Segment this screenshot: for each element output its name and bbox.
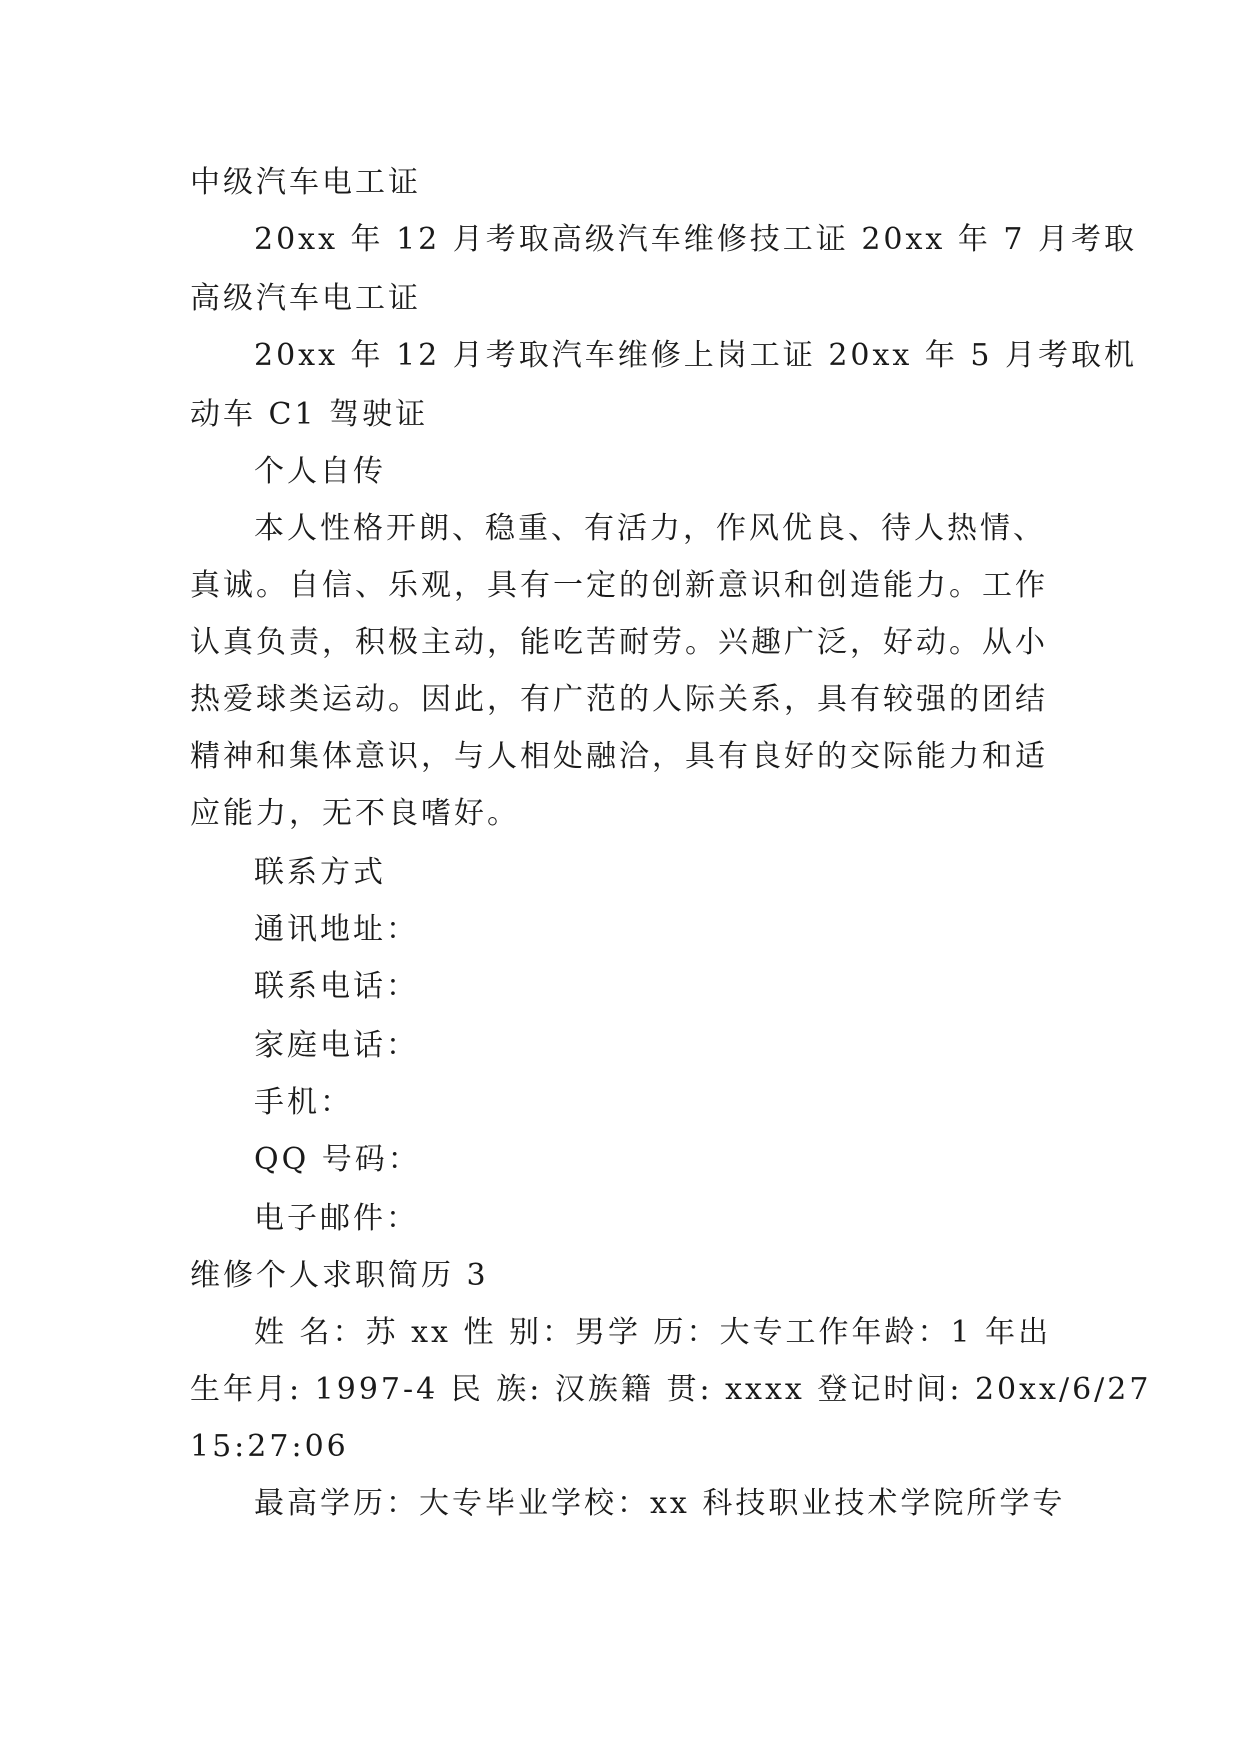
- section-heading: 个人自传: [254, 454, 386, 489]
- contact-field: 通讯地址：: [254, 912, 419, 947]
- text-line: 姓 名：苏 xx 性 别：男学 历：大专工作年龄：1 年出: [254, 1315, 1052, 1350]
- text-line: 应能力，无不良嗜好。: [190, 796, 520, 831]
- text-line: 中级汽车电工证: [190, 165, 421, 200]
- text-line: 最高学历：大专毕业学校：xx 科技职业技术学院所学专: [254, 1486, 1066, 1521]
- contact-field: 联系电话：: [254, 969, 419, 1004]
- text-line: 真诚。自信、乐观，具有一定的创新意识和创造能力。工作: [190, 568, 1048, 603]
- contact-field: QQ 号码：: [254, 1142, 421, 1177]
- text-line: 精神和集体意识，与人相处融洽，具有良好的交际能力和适: [190, 739, 1048, 774]
- contact-field: 家庭电话：: [254, 1028, 419, 1063]
- text-line: 高级汽车电工证: [190, 281, 421, 316]
- section-heading: 联系方式: [254, 855, 386, 890]
- text-line: 动车 C1 驾驶证: [190, 397, 429, 432]
- text-line: 20xx 年 12 月考取高级汽车维修技工证 20xx 年 7 月考取: [254, 222, 1138, 257]
- text-line: 20xx 年 12 月考取汽车维修上岗工证 20xx 年 5 月考取机: [254, 338, 1138, 373]
- text-line: 本人性格开朗、稳重、有活力，作风优良、待人热情、: [254, 511, 1046, 546]
- text-line: 热爱球类运动。因此，有广范的人际关系，具有较强的团结: [190, 682, 1048, 717]
- text-line: 认真负责，积极主动，能吃苦耐劳。兴趣广泛，好动。从小: [190, 625, 1048, 660]
- text-line: 15:27:06: [190, 1429, 349, 1464]
- text-line: 生年月: 1997-4 民 族: 汉族籍 贯: xxxx 登记时间: 20xx/6/27: [190, 1372, 1152, 1407]
- contact-field: 电子邮件：: [254, 1201, 419, 1236]
- contact-field: 手机：: [254, 1085, 353, 1120]
- document-title: 维修个人求职简历 3: [190, 1258, 489, 1293]
